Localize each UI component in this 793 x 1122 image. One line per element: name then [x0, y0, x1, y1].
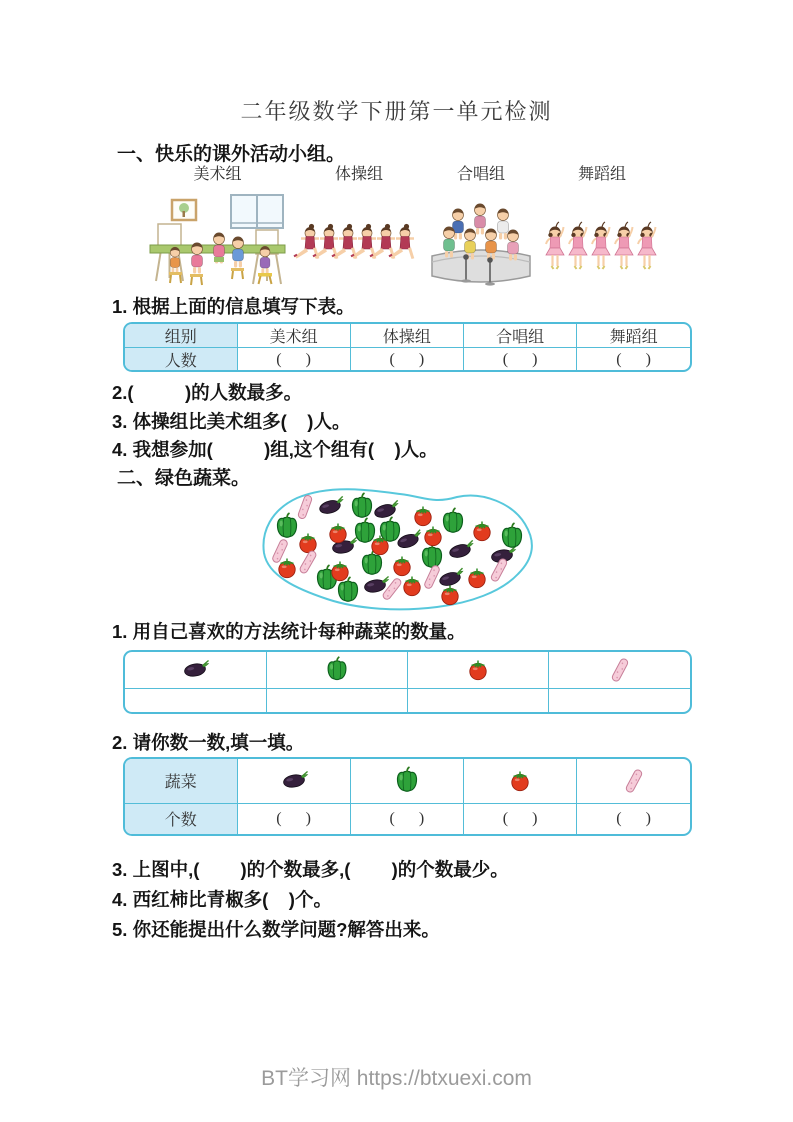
table-row-label: 人数: [125, 348, 237, 372]
section2-heading: 二、绿色蔬菜。: [117, 468, 251, 489]
eggplant-icon: [178, 655, 212, 685]
answer-blank: ( ): [577, 803, 690, 834]
tally-blank-cell: [266, 688, 407, 712]
choir-kid-figure: [475, 204, 486, 235]
s1-question-2: 2.( )的人数最多。: [112, 382, 303, 403]
table-header-cell: 组别: [125, 324, 237, 348]
answer-blank: ( ): [577, 348, 690, 372]
table-header-cell: 舞蹈组: [577, 324, 690, 348]
s2-question-4: 4. 西红柿比青椒多( )个。: [112, 889, 332, 910]
choir-group-illustration: [424, 186, 538, 290]
tally-blank-cell: [408, 688, 549, 712]
art-kid-figure: [192, 243, 203, 274]
table-header-cell: 体操组: [350, 324, 463, 348]
page-title: 二年级数学下册第一单元检测: [240, 99, 553, 124]
group-label-dance: 舞蹈组: [577, 166, 626, 183]
answer-blank: ( ): [237, 803, 350, 834]
tomato-icon: [465, 656, 491, 684]
art-kid-figure: [260, 246, 270, 274]
table-row-label: 个数: [125, 803, 237, 834]
s1-question-1: 1. 根据上面的信息填写下表。: [112, 296, 355, 317]
tally-blank-cell: [549, 688, 690, 712]
group-count-table: [123, 322, 692, 372]
answer-blank: ( ): [464, 348, 577, 372]
yam-icon: [620, 766, 648, 796]
art-kid-figure: [233, 237, 244, 268]
s2-question-1: 1. 用自己喜欢的方法统计每种蔬菜的数量。: [112, 621, 466, 642]
footer-watermark: [0, 1062, 793, 1092]
dancer-figure: [615, 222, 633, 269]
tally-table: [123, 650, 692, 714]
green-pepper-icon: [392, 765, 422, 797]
eggplant-icon: [277, 766, 311, 796]
table-header-cell: 合唱组: [464, 324, 577, 348]
s1-question-3: 3. 体操组比美术组多( )人。: [112, 411, 351, 432]
art-group-illustration: [145, 186, 290, 290]
vegetable-count-table: [123, 757, 692, 836]
s1-question-4: 4. 我想参加( )组,这个组有( )人。: [112, 439, 438, 460]
answer-blank: ( ): [464, 803, 577, 834]
s2-question-3: 3. 上图中,( )的个数最多,( )的个数最少。: [112, 859, 509, 880]
gym-girl-figure: [294, 224, 320, 259]
table-row-label: 蔬菜: [125, 759, 237, 803]
choir-kid-figure: [498, 209, 509, 240]
art-kid-figure: [170, 247, 179, 273]
dancer-figure: [592, 222, 610, 269]
tomato-icon: [507, 767, 533, 795]
group-label-choir: 合唱组: [456, 166, 505, 183]
footer-link[interactable]: https://btxuexi.com: [356, 1067, 532, 1090]
answer-blank: ( ): [350, 348, 463, 372]
s2-question-2: 2. 请你数一数,填一填。: [112, 732, 305, 753]
section1-heading: 一、快乐的课外活动小组。: [117, 144, 346, 165]
gym-group-illustration: [290, 186, 428, 290]
dancer-figure: [569, 222, 587, 269]
dancer-figure: [546, 222, 564, 269]
answer-blank: ( ): [237, 348, 350, 372]
dancer-figure: [638, 222, 656, 269]
group-label-gym: 体操组: [334, 166, 383, 183]
group-label-art: 美术组: [193, 166, 242, 183]
vegetable-blob-illustration: [255, 482, 540, 615]
s2-question-5: 5. 你还能提出什么数学问题?解答出来。: [112, 919, 440, 940]
yam-icon: [606, 655, 634, 685]
green-pepper-icon: [322, 655, 352, 685]
dance-group-illustration: [539, 186, 665, 290]
tally-blank-cell: [125, 688, 266, 712]
footer-site-name: BT学习网: [261, 1067, 357, 1090]
table-header-cell: 美术组: [237, 324, 350, 348]
answer-blank: ( ): [350, 803, 463, 834]
